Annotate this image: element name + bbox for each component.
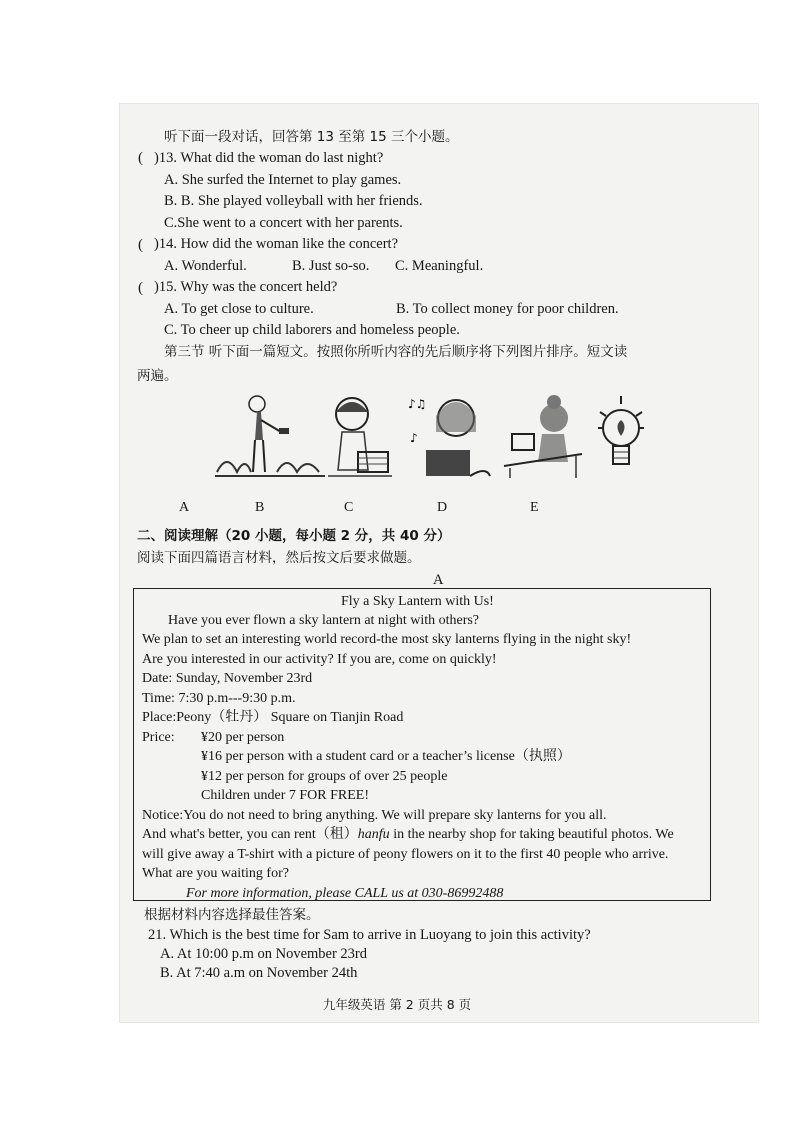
q21-option-a: A. At 10:00 p.m on November 23rd	[160, 946, 368, 962]
ad-place: Place:Peony（牡丹） Square on Tianjin Road	[142, 710, 404, 725]
ad-title: Fly a Sky Lantern with Us!	[341, 594, 494, 609]
ad-price-1: ¥20 per person	[201, 730, 285, 745]
svg-text:♪: ♪	[410, 431, 418, 445]
ad-price-3: ¥12 per person for groups of over 25 people	[201, 769, 448, 784]
ad-notice: Notice:You do not need to bring anything. We will prepare sky lanterns for you all.	[142, 808, 607, 823]
svg-text:♪♫: ♪♫	[408, 397, 427, 411]
question-13: )13. What did the woman do last night?	[154, 150, 384, 166]
q15-option-b: B. To collect money for poor children.	[396, 301, 619, 317]
girl-desk-picture-icon	[502, 392, 584, 484]
q13-option-a: A. She surfed the Internet to play games.	[164, 172, 402, 188]
section3-instruction-cont: 两遍。	[137, 368, 178, 384]
girl-laptop-picture-icon	[406, 392, 494, 484]
q21-option-b: B. At 7:40 a.m on November 24th	[160, 965, 358, 981]
ad-rent-hanfu: hanfu	[357, 827, 390, 842]
page-footer: 九年级英语 第 2 页共 8 页	[322, 997, 472, 1012]
picture-label-d: D	[437, 500, 448, 515]
picture-label-e: E	[530, 500, 539, 515]
section3-instruction: 第三节 听下面一篇短文。按照你所听内容的先后顺序将下列图片排序。短文读	[164, 344, 628, 360]
ad-rent-pre: And what's better, you can rent（租）	[142, 827, 358, 842]
ad-tshirt: will give away a T-shirt with a picture of peony flowers on it to the first 40 people who arrive.	[142, 847, 669, 862]
ad-rent-line	[142, 826, 674, 844]
reading-heading: 二、阅读理解（20 小题，每小题 2 分，共 40 分）	[137, 528, 451, 544]
question-21: 21. Which is the best time for Sam to arrive in Luoyang to join this activity?	[148, 927, 591, 943]
light-bulb-picture-icon	[596, 392, 646, 484]
picture-label-b: B	[255, 500, 265, 515]
q13-option-b: B. B. She played volleyball with her friends.	[164, 193, 423, 209]
answer-bracket-15: (	[138, 280, 143, 296]
ad-date: Date: Sunday, November 23rd	[142, 671, 313, 686]
ad-line-3: Are you interested in our activity? If you are, come on quickly!	[142, 652, 497, 667]
q14-option-c: C. Meaningful.	[395, 258, 484, 274]
picture-row	[210, 392, 650, 484]
choose-instruction: 根据材料内容选择最佳答案。	[144, 907, 320, 923]
ad-line-2: We plan to set an interesting world record-the most sky lanterns flying in the night sky!	[142, 632, 632, 647]
ad-line-1: Have you ever flown a sky lantern at night with others?	[168, 613, 480, 628]
question-15: )15. Why was the concert held?	[154, 279, 338, 295]
gardening-picture-icon	[215, 392, 325, 484]
passage-letter: A	[433, 572, 444, 588]
answer-bracket-13: (	[138, 150, 143, 166]
question-14: )14. How did the woman like the concert?	[154, 236, 399, 252]
q13-option-c: C.She went to a concert with her parents.	[164, 215, 403, 231]
ad-price-label: Price:	[142, 730, 175, 745]
ad-rent-post: in the nearby shop for taking beautiful photos. We	[389, 827, 674, 842]
girl-shopping-picture-icon	[328, 392, 392, 484]
q14-option-a: A. Wonderful.	[164, 258, 247, 274]
ad-price-4: Children under 7 FOR FREE!	[201, 788, 369, 803]
ad-waiting: What are you waiting for?	[142, 866, 289, 881]
q15-option-c: C. To cheer up child laborers and homeless people.	[164, 322, 460, 338]
ad-price-2: ¥16 per person with a student card or a teacher’s license（执照）	[201, 749, 571, 764]
ad-time: Time: 7:30 p.m---9:30 p.m.	[142, 691, 296, 706]
answer-bracket-14: (	[138, 237, 143, 253]
picture-label-a: A	[179, 500, 190, 515]
q15-option-a: A. To get close to culture.	[164, 301, 314, 317]
q14-option-b: B. Just so-so.	[292, 258, 370, 274]
reading-instruction: 阅读下面四篇语言材料，然后按文后要求做题。	[137, 550, 421, 566]
picture-label-c: C	[344, 500, 354, 515]
listening-instruction: 听下面一段对话，回答第 13 至第 15 三个小题。	[164, 129, 459, 145]
ad-contact: For more information, please CALL us at 030-86992488	[186, 886, 504, 901]
